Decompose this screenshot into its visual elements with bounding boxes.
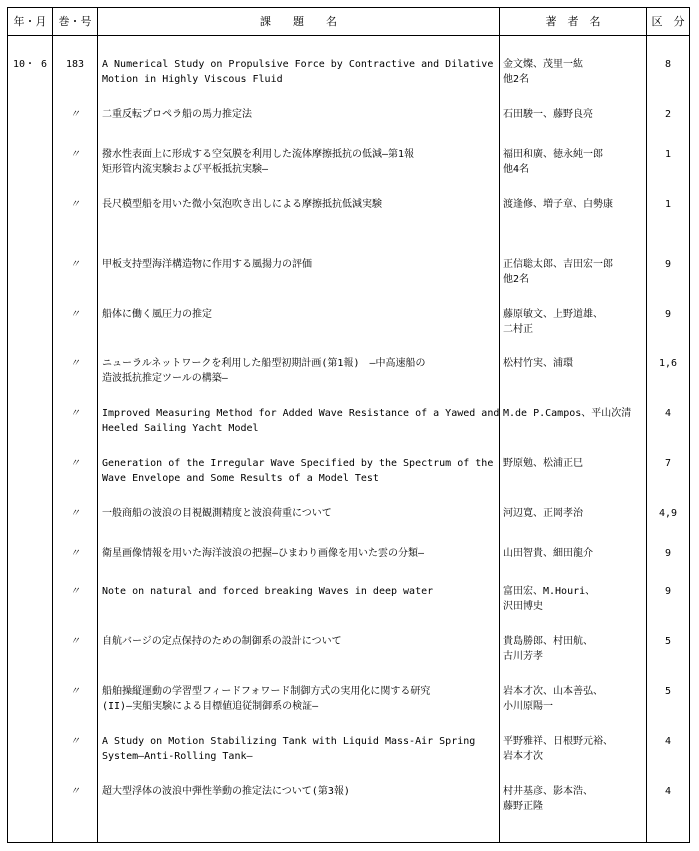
row-13-author: 貴島勝郎、村田航、 古川芳孝 — [503, 636, 593, 662]
row-10-vol: 〃 — [70, 508, 80, 519]
publication-table — [7, 7, 690, 843]
row-5-author: 正信聡太郎、吉田宏一郎 他2名 — [503, 259, 613, 285]
row-4-category: 1 — [664, 199, 672, 210]
row-12-vol: 〃 — [70, 586, 80, 597]
row-14-title: 船舶操縦運動の学習型フィードフォワード制御方式の実用化に関する研究 (II)—実船実験による目標値追従制御系の検証— — [102, 686, 431, 712]
row-8-author: M.de P.Campos、平山次清 — [503, 408, 632, 419]
row-2-author: 石田駿一、藤野良亮 — [503, 109, 593, 120]
row-1-author: 金文燦、茂里一紘 他2名 — [503, 59, 583, 85]
row-11-category: 9 — [664, 548, 672, 559]
row-9-category: 7 — [664, 458, 672, 469]
row-3-vol: 〃 — [70, 149, 80, 160]
row-10-category: 4,9 — [658, 508, 678, 519]
row-15-author: 平野雅祥、日根野元裕、 岩本才次 — [503, 736, 613, 762]
row-7-vol: 〃 — [70, 358, 80, 369]
row-3-title: 撥水性表面上に形成する空気膜を利用した流体摩擦抵抗の低減—第1報 矩形管内流実験および平板抵抗実験— — [102, 149, 415, 175]
row-15-title: A Study on Motion Stabilizing Tank with Liquid Mass-Air Spring System—Anti-Rolling Tank— — [102, 736, 476, 762]
row-7-author: 松村竹実、浦環 — [503, 358, 573, 369]
row-3-category: 1 — [664, 149, 672, 160]
row-8-title: Improved Measuring Method for Added Wave Resistance of a Yawed and Heeled Sailing Yacht Model — [102, 408, 500, 434]
row-3-author: 福田和廣、徳永純一郎 他4名 — [503, 149, 603, 175]
row-4-title: 長尺模型船を用いた微小気泡吹き出しによる摩擦抵抗低減実験 — [102, 199, 382, 210]
row-14-category: 5 — [664, 686, 672, 697]
row-4-author: 渡逢修、増子章、白勢康 — [503, 199, 613, 210]
header-author: 著 者 名 — [545, 15, 601, 28]
row-11-author: 山田智貴、細田龍介 — [503, 548, 593, 559]
row-12-title: Note on natural and forced breaking Waves in deep water — [102, 586, 434, 597]
row-13-category: 5 — [664, 636, 672, 647]
row-11-vol: 〃 — [70, 548, 80, 559]
row-9-title: Generation of the Irregular Wave Specified by the Spectrum of the Wave Envelope and Some Results of a Model Test — [102, 458, 494, 484]
row-16-title: 超大型浮体の波浪中弾性挙動の推定法について(第3報) — [102, 786, 350, 797]
header-title: 課 題 名 — [260, 15, 337, 28]
row-5-category: 9 — [664, 259, 672, 270]
row-2-category: 2 — [664, 109, 672, 120]
column-divider-author — [646, 8, 647, 842]
header-volume: 巻・号 — [58, 15, 92, 28]
row-11-title: 衛星画像情報を用いた海洋波浪の把握—ひまわり画像を用いた雲の分類— — [102, 548, 425, 559]
column-divider-vol — [97, 8, 98, 842]
row-9-author: 野原勉、松浦正巳 — [503, 458, 583, 469]
column-divider-title — [499, 8, 500, 842]
row-12-author: 富田宏、M.Houri、 沢田博史 — [503, 586, 596, 612]
row-1-category: 8 — [664, 59, 672, 70]
row-8-vol: 〃 — [70, 408, 80, 419]
row-1-title: A Numerical Study on Propulsive Force by Contractive and Dilative Motion in Highly Viscous Fluid — [102, 59, 494, 85]
row-1-date: 10・ 6 — [12, 59, 48, 70]
row-15-category: 4 — [664, 736, 672, 747]
row-16-author: 村井基彦、影本浩、 藤野正隆 — [503, 786, 593, 812]
header-category: 区 分 — [651, 15, 685, 28]
row-6-author: 藤原敏文、上野道雄、 二村正 — [503, 309, 603, 335]
row-12-category: 9 — [664, 586, 672, 597]
column-divider-date — [52, 8, 53, 842]
row-10-author: 河辺寛、正岡孝治 — [503, 508, 583, 519]
header-divider — [8, 35, 689, 36]
row-16-vol: 〃 — [70, 786, 80, 797]
row-13-title: 自航バージの定点保持のための制御系の設計について — [102, 636, 342, 647]
row-13-vol: 〃 — [70, 636, 80, 647]
row-9-vol: 〃 — [70, 458, 80, 469]
row-14-vol: 〃 — [70, 686, 80, 697]
row-7-category: 1,6 — [658, 358, 678, 369]
row-15-vol: 〃 — [70, 736, 80, 747]
row-8-category: 4 — [664, 408, 672, 419]
row-6-category: 9 — [664, 309, 672, 320]
row-14-author: 岩本才次、山本善弘、 小川原陽一 — [503, 686, 603, 712]
row-16-category: 4 — [664, 786, 672, 797]
row-2-title: 二重反転プロペラ船の馬力推定法 — [102, 109, 252, 120]
row-4-vol: 〃 — [70, 199, 80, 210]
row-10-title: 一般商船の波浪の目視観測精度と波浪荷重について — [102, 508, 332, 519]
row-6-vol: 〃 — [70, 309, 80, 320]
row-5-title: 甲板支持型海洋構造物に作用する風揚力の評価 — [102, 259, 312, 270]
row-6-title: 船体に働く風圧力の推定 — [102, 309, 212, 320]
row-5-vol: 〃 — [70, 259, 80, 270]
row-1-vol: 183 — [65, 59, 85, 70]
row-7-title: ニューラルネットワークを利用した船型初期計画(第1報) —中高速船の 造波抵抗推定ツールの構築— — [102, 358, 426, 384]
header-date: 年・月 — [13, 15, 47, 28]
row-2-vol: 〃 — [70, 109, 80, 120]
